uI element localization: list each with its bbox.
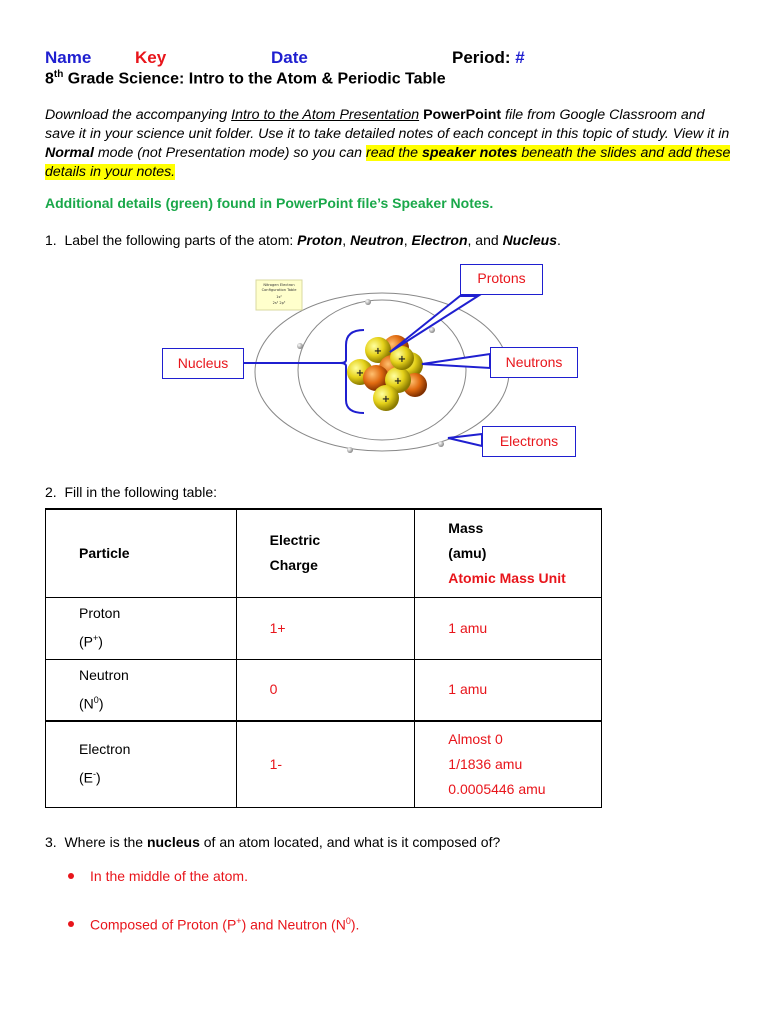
separator: , and — [467, 232, 503, 248]
question-3-text: Where is the — [64, 834, 147, 850]
separator: , — [403, 232, 412, 248]
particle-symbol: (E-) — [79, 769, 101, 787]
config-note-line: 2s² 2p³ — [272, 301, 286, 305]
header-mass-line: Mass — [448, 519, 484, 536]
mass-cell: 1 amu — [415, 597, 602, 659]
bullet-icon — [68, 873, 74, 879]
symbol-superscript: + — [93, 633, 99, 644]
question-1-number: 1. — [45, 232, 57, 248]
period-label: Period: — [452, 48, 511, 67]
particle-name: Neutron — [79, 666, 129, 683]
header-charge — [236, 509, 415, 597]
speaker-notes-word: speaker notes — [421, 145, 518, 161]
period-field — [452, 48, 525, 68]
powerpoint-word: PowerPoint — [423, 107, 502, 123]
grade-suffix: th — [53, 69, 64, 80]
charge-cell: 1- — [236, 721, 415, 807]
term-neutron: Neutron — [350, 232, 404, 248]
answer-2-sup: + — [236, 916, 242, 926]
charge-cell: 1+ — [236, 597, 415, 659]
electron-dot — [297, 343, 303, 349]
intro-paragraph — [45, 106, 735, 182]
question-2-text: Fill in the following table: — [64, 484, 217, 500]
presentation-link[interactable]: Intro to the Atom Presentation — [231, 107, 420, 123]
particle-symbol: (P+) — [79, 633, 103, 650]
answer-2-text: Composed of Proton (P — [90, 916, 237, 933]
header-mass — [415, 509, 602, 597]
question-1-text: Label the following parts of the atom: — [64, 232, 298, 248]
protons-pointer — [390, 296, 478, 352]
date-label: Date — [271, 48, 308, 67]
question-2 — [45, 484, 217, 500]
list-item — [68, 868, 248, 884]
bullet-icon — [68, 921, 74, 927]
answer-list — [68, 916, 359, 933]
separator: . — [557, 232, 561, 248]
term-nucleus-bold: nucleus — [146, 834, 200, 850]
mass-cell: 1 amu — [415, 659, 602, 721]
list-item — [68, 916, 359, 933]
electrons-label: Electrons — [482, 426, 576, 457]
intro-text-4: mode (not Presentation mode) so you can — [93, 145, 366, 161]
answer-2-text: ). — [350, 916, 360, 933]
answer-2-sup: 0 — [345, 916, 351, 926]
mass-line: 0.0005446 amu — [448, 780, 546, 797]
particle-cell — [46, 721, 237, 807]
header-mass-line: (amu) — [448, 544, 487, 561]
config-note-line: Configuration Table — [261, 288, 297, 292]
neutrons-pointer — [422, 354, 490, 368]
proton-sign: + — [397, 354, 407, 365]
question-3 — [45, 834, 500, 850]
protons-label: Protons — [460, 264, 543, 295]
proton-sign: + — [393, 376, 403, 387]
particle-name: Electron — [79, 741, 131, 758]
mass-line: 1/1836 amu — [448, 755, 523, 772]
table-row — [46, 597, 602, 659]
question-1 — [45, 232, 561, 248]
name-label: Name — [45, 48, 92, 67]
electrons-pointer — [448, 434, 482, 446]
electron-dot — [365, 299, 371, 305]
question-3-number: 3. — [45, 834, 57, 850]
term-nucleus: Nucleus — [502, 232, 558, 248]
neutrons-label: Neutrons — [490, 347, 578, 378]
table-row — [46, 721, 602, 807]
answer-1: In the middle of the atom. — [90, 868, 248, 884]
answer-list — [68, 868, 248, 884]
electron-dot — [429, 327, 435, 333]
symbol-letter: E — [83, 770, 94, 787]
period-value: # — [515, 48, 525, 67]
mass-line: Almost 0 — [448, 730, 503, 747]
header-mass-subtitle: Atomic Mass Unit — [448, 569, 566, 586]
question-3-text: of an atom located, and what is it composed of? — [199, 834, 501, 850]
proton-sign: + — [381, 394, 391, 405]
normal-word: Normal — [45, 145, 94, 161]
header-charge-line: Charge — [269, 557, 318, 574]
mass-cell — [415, 721, 602, 807]
electron-dot — [347, 447, 353, 453]
config-note-line: Nitrogen Electron — [263, 283, 295, 287]
symbol-letter: N — [83, 695, 94, 712]
intro-text-3: file from Google Classroom and save it in your science unit folder. Use it to take detailed notes of each concept in this topic of study. View it in — [45, 107, 730, 142]
particle-table — [45, 508, 602, 808]
term-proton: Proton — [297, 232, 343, 248]
symbol-superscript: 0 — [93, 694, 99, 705]
particle-cell — [46, 597, 237, 659]
proton-sign: + — [355, 368, 365, 379]
highlight-text-2: beneath the slides and add these details in your notes. — [45, 145, 731, 180]
key-label: Key — [135, 48, 167, 67]
electron-dot — [438, 441, 444, 447]
charge-cell: 0 — [236, 659, 415, 721]
term-electron: Electron — [411, 232, 468, 248]
page-title — [45, 69, 446, 88]
header-charge-line: Electric — [269, 532, 321, 549]
grade-number: 8 — [45, 70, 54, 88]
answer-2-text: ) and Neutron (N — [241, 916, 346, 933]
nucleus-label: Nucleus — [162, 348, 244, 379]
particle-cell — [46, 659, 237, 721]
question-2-number: 2. — [45, 484, 57, 500]
separator: , — [342, 232, 351, 248]
symbol-letter: P — [83, 633, 94, 650]
particle-name: Proton — [79, 605, 121, 622]
title-text: Grade Science: Intro to the Atom & Periodic Table — [63, 70, 446, 88]
additional-details-note: Additional details (green) found in PowerPoint file’s Speaker Notes. — [45, 195, 494, 211]
table-header-row — [46, 509, 602, 597]
config-note-line: 1s² — [276, 295, 282, 299]
table-row — [46, 659, 602, 721]
intro-text-1: Download the accompanying — [45, 107, 232, 123]
proton-sign: + — [373, 346, 383, 357]
symbol-superscript: - — [93, 769, 97, 780]
highlight-text-1: read the — [365, 145, 422, 161]
header-particle: Particle — [46, 509, 237, 597]
particle-symbol: $(N^0)$ — [79, 694, 104, 712]
